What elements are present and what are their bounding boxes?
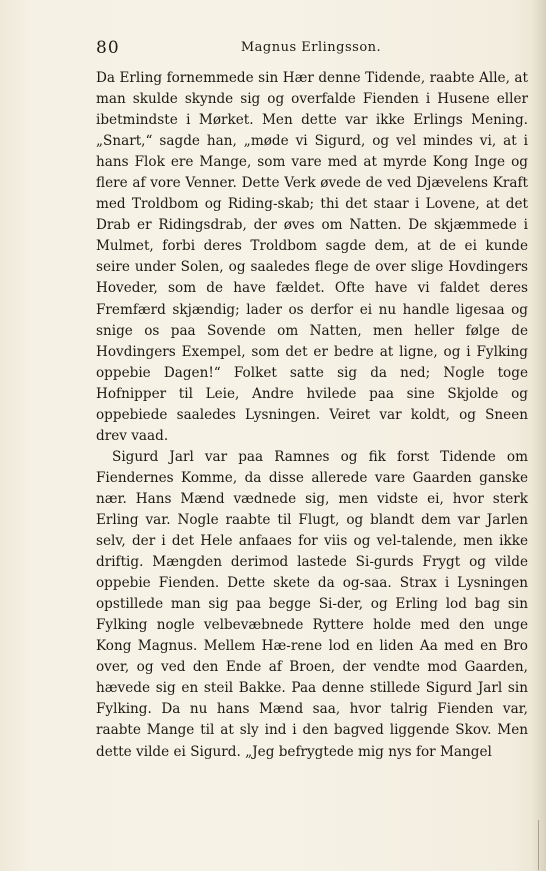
page-number: 80: [96, 38, 120, 58]
page-crease: [538, 820, 539, 870]
page-header: [96, 38, 526, 60]
paragraph: Sigurd Jarl var paa Ramnes og fik forst Tidende om Fiendernes Komme, da disse allerede vare Gaarden ganske nær. Hans Mænd vædnede sig, men vidste ei, hvor sterk Erling var. Nogle raabte til Flugt, og blandt dem var Jarlen selv, der i det Hele anfaaes for viis og vel-talende, men ikke driftig. Mængden derimod lastede Si-gurds Frygt og vilde oppebie Fienden. Dette skete da og-saa. Strax i Lysningen opstillede man sig paa begge Si-der, og Erling lod bag sin Fylking nogle velbevæbnede Ryttere holde med den unge Kong Magnus. Mellem Hæ-rene lod en liden Aa med en Bro over, og ved den Ende af Broen, der vendte mod Gaarden, hævede sig en steil Bakke. Paa denne stillede Sigurd Jarl sin Fylking. Da nu hans Mænd saa, hvor talrig Fienden var, raabte Mange til at sly ind i den bagved liggende Skov. Men dette vilde ei Sigurd. „Jeg befrygtede mig nys for Mangel: [96, 448, 528, 760]
body-text: [96, 68, 528, 763]
paragraph: Da Erling fornemmede sin Hær denne Tidende, raabte Alle, at man skulde skynde sig og overfalde Fienden i Husene eller ibetmindste i Mørket. Men dette var ikke Erlings Mening. „Snart,“ sagde han, „møde vi Sigurd, og vel mindes vi, at i hans Flok ere Mange, som vare med at myrde Kong Inge og flere af vore Venner. Dette Verk øvede de ved Djævelens Kraft med Troldbom og Riding-skab; thi det staar i Lovene, at det Drab er Ridingsdrab, der øves om Natten. De skjæmmede i Mulmet, forbi deres Troldbom sagde dem, at de ei kunde seire under Solen, og saaledes flege de over slige Hovdingers Hoveder, som de have fældet. Ofte have vi faldet deres Fremfærd skjændig; lader os derfor ei nu handle ligesaa og snige os paa Sovende om Natten, men heller følge de Hovdingers Exempel, som det er bedre at ligne, og i Fylking oppebie Dagen!“ Folket satte sig da ned; Nogle toge Hofnipper til Leie, Andre hvilede paa sine Skjolde og oppebiede saaledes Lysningen. Veiret var koldt, og Sneen drev vaad.: [96, 70, 528, 444]
running-title: Magnus Erlingsson.: [240, 40, 382, 55]
page-edge-shadow: [532, 0, 546, 871]
